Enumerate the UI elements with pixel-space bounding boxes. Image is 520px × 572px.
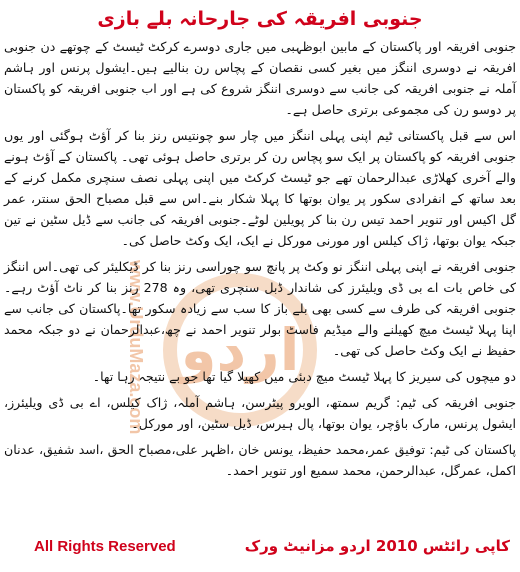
watermark-site-text: www.UrduMaza.com (126, 260, 146, 435)
paragraph-pakistan-innings: اس سے قبل پاکستانی ٹیم اپنی پہلی اننگز میں چار سو چونتیس رنز بنا کر آؤٹ ہوگئی اور یوں جنوبی افریقہ کو پاکستان پر ایک سو پچاس رن کر برتری حاصل ہوئی تھی۔ پاکستان کے آؤٹ ہونے والے آخری کھلاڑی عبدالرحمان تھے جو ٹیسٹ کرکٹ میں اپنی پہلی نصف سنچری مکمل کرنے کے بعد ساتھ کے انفرادی سکور پر یوان بوتھا کا پہلا شکار بنے۔اس سے قبل مصباح الحق سنتر، عمر گل اکیس اور تنویر احمد تیس رن بنا کر پویلین لوٹے۔جنوبی افریقہ کی جانب سے ڈیل سٹین نے تین جبکہ یوان بوتھا، ژاک کیلس اور مورنی مورکل نے ایک، ایک وکٹ حاصل کی۔ (4, 128, 516, 248)
footer (6, 535, 514, 563)
paragraph-south-africa-innings: جنوبی افریقہ نے اپنی پہلی اننگز نو وکٹ پر پانچ سو چوراسی رنز بنا کر ڈیکلیئر کی تھی۔اس اننگز کی خاص بات اے بی ڈی ویلیئرز کی شاندار ڈبل سنچری تھی، وہ 278 رنز بنا کر ناٹ آؤٹ رہے۔جنوبی افریقہ کی طرف سے کسی بھی بلے باز کا سب سے زیادہ سکور تھا۔پاکستان کی جانب سے اپنا پہلا ٹیسٹ میچ کھیلنے والے میڈیم فاسٹ بولر تنویر احمد نے چھ،عبدالرحمان نے دو جبکہ محمد حفیظ نے ایک وکٹ حاصل کی تھی۔ (4, 259, 516, 358)
article-title: جنوبی افریقہ کی جارحانہ بلے بازی (97, 8, 423, 30)
paragraph-intro: جنوبی افریقہ اور پاکستان کے مابین ابوظہبی میں جاری دوسرے کرکٹ ٹیسٹ کے چوتھے دن جنوبی افریقہ نے دوسری اننگز میں بغیر کسی نقصان کے پچاس رن بنالیے ہیں۔ایشول پرنس اور ہاشم آملہ نے جنوبی افریقہ کی جانب سے دوسری اننگز شروع کی ہے اور اب جنوبی افریقہ کو پاکستان پر دوسو رن کی مجموعی برتری حاصل ہے۔ (4, 39, 516, 117)
article-body (4, 36, 516, 486)
copyright-text: کاپی رائٹس 2010 اردو مزانیٹ ورک (244, 537, 510, 555)
paragraph-south-africa-team: جنوبی افریقہ کی ٹیم: گریم سمتھ، الویرو پیٹرسن، ہاشم آملہ، ژاک کیلس، اے بی ڈی ویلیئرز، ایشول پرنس، مارک باؤچر، یوان بوتھا، پال ہیرس، ڈیل سٹین، اور مورکل۔ (4, 395, 516, 431)
paragraph-series: دو میچوں کی سیریز کا پہلا ٹیسٹ میچ دبئی میں کھیلا گیا تھا جو بے نتیجہ رہا تھا۔ (92, 369, 516, 384)
paragraph-pakistan-team: پاکستان کی ٹیم: توفیق عمر،محمد حفیظ، یونس خان ،اظہر علی،مصباح الحق ،اسد شفیق، عدنان اکمل، عمرگل، عبدالرحمن، محمد سمیع اور تنویر احمد۔ (4, 442, 516, 478)
rights-text: All Rights Reserved (34, 538, 176, 555)
watermark-logo-text: اردو (180, 316, 300, 384)
